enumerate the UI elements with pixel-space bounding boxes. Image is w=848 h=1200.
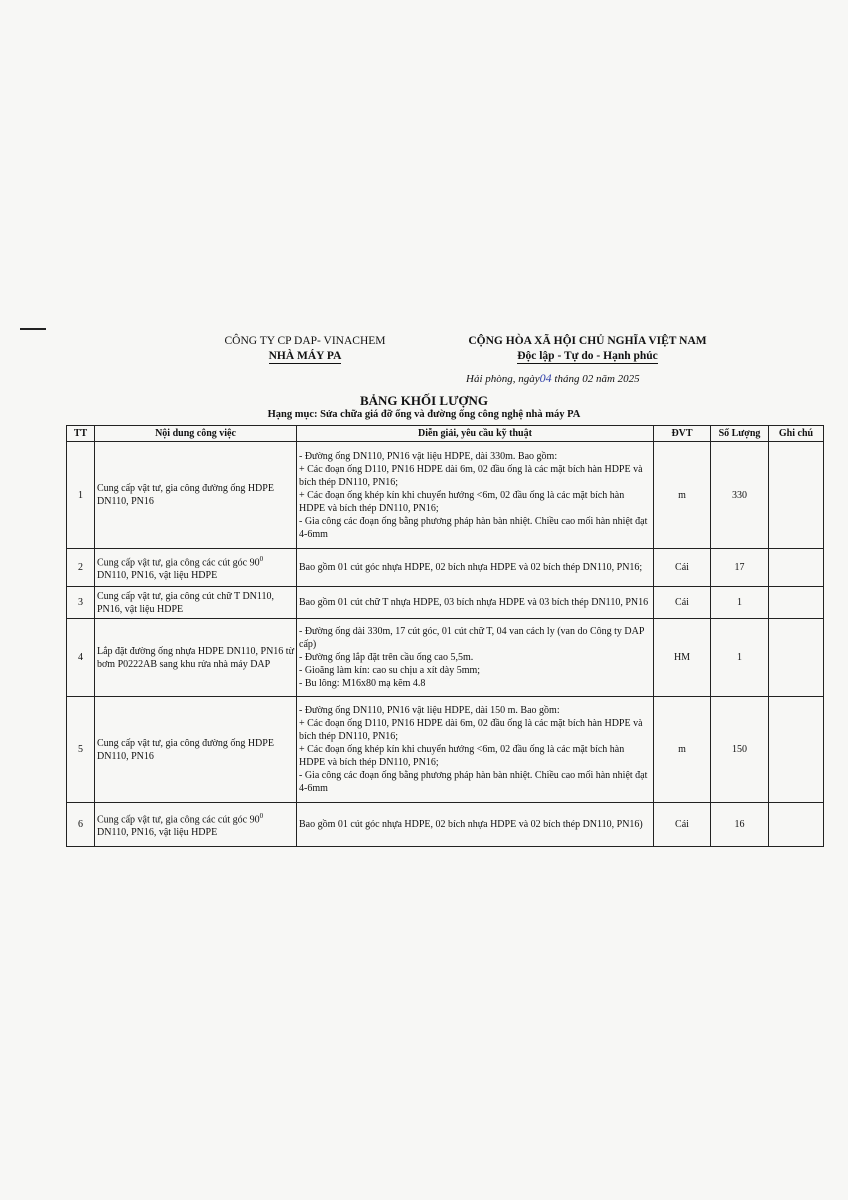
row-unit: Cái — [654, 549, 711, 587]
row-qty: 17 — [711, 549, 769, 587]
row-content: Cung cấp vật tư, gia công đường ống HDPE DN110, PN16 — [95, 697, 297, 803]
row-spec: - Đường ống DN110, PN16 vật liệu HDPE, dài 150 m. Bao gồm: + Các đoạn ống D110, PN16 HDPE dài 6m, 02 đầu ống là các mặt bích hàn HDPE và bích thép DN110, PN16; + Các đoạn ống khép kín khi chuyển hướng <6m, 02 đầu ống là các mặt bích hàn HDPE và bích thép DN110, PN16; - Gia công các đoạn ống bằng phương pháp hàn bàn nhiệt. Chiều cao mối hàn nhiệt đạt 4-6mm — [297, 697, 654, 803]
row-note — [769, 587, 824, 619]
row-content-tail: DN110, PN16, vật liệu HDPE — [97, 570, 218, 582]
col-header-note: Ghi chú — [769, 426, 824, 442]
row-unit: HM — [654, 619, 711, 697]
table-header-row — [67, 426, 824, 442]
col-header-spec: Diễn giải, yêu cầu kỹ thuật — [297, 426, 654, 442]
row-spec: Bao gồm 01 cút góc nhựa HDPE, 02 bích nhựa HDPE và 02 bích thép DN110, PN16; — [297, 549, 654, 587]
date-day-handwritten: 04 — [539, 371, 552, 385]
row-spec: - Đường ống dài 330m, 17 cút góc, 01 cút chữ T, 04 van cách ly (van do Công ty DAP cấp) - Đường ống lắp đặt trên cầu ống cao 5,5m. - Gioăng làm kín: cao su chịu a xít dày 5mm; - Bu lông: M16x80 mạ kẽm 4.8 — [297, 619, 654, 697]
row-content — [95, 803, 297, 847]
row-unit: Cái — [654, 803, 711, 847]
row-note — [769, 697, 824, 803]
document-date — [466, 371, 640, 386]
row-spec: - Đường ống DN110, PN16 vật liệu HDPE, dài 330m. Bao gồm: + Các đoạn ống D110, PN16 HDPE dài 6m, 02 đầu ống là các mặt bích hàn HDPE và bích thép DN110, PN16; + Các đoạn ống khép kín khi chuyển hướng <6m, 02 đầu ống là các mặt bích hàn HDPE và bích thép DN110, PN16; - Gia công các đoạn ống bằng phương pháp hàn bàn nhiệt. Chiều cao mối hàn nhiệt đạt 4-6mm — [297, 442, 654, 549]
table-row — [67, 442, 824, 549]
row-content-text: Cung cấp vật tư, gia công các cút góc 90 — [97, 557, 260, 569]
national-motto: Độc lập - Tự do - Hạnh phúc — [517, 350, 658, 362]
col-header-tt: TT — [67, 426, 95, 442]
row-note — [769, 549, 824, 587]
row-tt: 6 — [67, 803, 95, 847]
quantity-table — [66, 425, 824, 847]
table-row — [67, 803, 824, 847]
row-qty: 150 — [711, 697, 769, 803]
company-header — [205, 334, 405, 364]
table-row — [67, 549, 824, 587]
row-tt: 5 — [67, 697, 95, 803]
row-tt: 4 — [67, 619, 95, 697]
company-name: CÔNG TY CP DAP- VINACHEM — [224, 335, 386, 347]
national-header — [460, 334, 715, 364]
row-qty: 16 — [711, 803, 769, 847]
table-row — [67, 587, 824, 619]
row-spec: Bao gồm 01 cút góc nhựa HDPE, 02 bích nhựa HDPE và 02 bích thép DN110, PN16) — [297, 803, 654, 847]
col-header-qty: Số Lượng — [711, 426, 769, 442]
plant-name: NHÀ MÁY PA — [268, 350, 342, 362]
row-spec: Bao gồm 01 cút chữ T nhựa HDPE, 03 bích nhựa HDPE và 03 bích thép DN110, PN16 — [297, 587, 654, 619]
document-subtitle: Hạng mục: Sửa chữa giá đỡ ống và đường ống công nghệ nhà máy PA — [267, 409, 581, 420]
row-note — [769, 619, 824, 697]
row-unit: m — [654, 697, 711, 803]
row-note — [769, 803, 824, 847]
table-row — [67, 697, 824, 803]
table-row — [67, 619, 824, 697]
nation-name: CỘNG HÒA XÃ HỘI CHỦ NGHĨA VIỆT NAM — [468, 335, 707, 347]
degree-superscript: 0 — [259, 811, 264, 820]
document-title: BẢNG KHỐI LƯỢNG — [359, 393, 489, 408]
row-content: Cung cấp vật tư, gia công cút chữ T DN110, PN16, vật liệu HDPE — [95, 587, 297, 619]
row-content: Cung cấp vật tư, gia công đường ống HDPE DN110, PN16 — [95, 442, 297, 549]
row-content-tail: DN110, PN16, vật liệu HDPE — [97, 827, 218, 839]
row-content-text: Cung cấp vật tư, gia công các cút góc 90 — [97, 814, 260, 826]
row-tt: 2 — [67, 549, 95, 587]
row-content: Lắp đặt đường ống nhựa HDPE DN110, PN16 từ bơm P0222AB sang khu rửa nhà máy DAP — [95, 619, 297, 697]
row-qty: 330 — [711, 442, 769, 549]
row-unit: m — [654, 442, 711, 549]
col-header-content: Nội dung công việc — [95, 426, 297, 442]
row-tt: 3 — [67, 587, 95, 619]
date-suffix: tháng 02 năm 2025 — [551, 373, 640, 385]
degree-superscript: 0 — [259, 554, 264, 563]
row-unit: Cái — [654, 587, 711, 619]
margin-dash — [20, 328, 46, 330]
row-tt: 1 — [67, 442, 95, 549]
date-prefix: Hải phòng, ngày — [466, 373, 540, 385]
col-header-unit: ĐVT — [654, 426, 711, 442]
row-qty: 1 — [711, 587, 769, 619]
row-note — [769, 442, 824, 549]
row-content — [95, 549, 297, 587]
row-qty: 1 — [711, 619, 769, 697]
